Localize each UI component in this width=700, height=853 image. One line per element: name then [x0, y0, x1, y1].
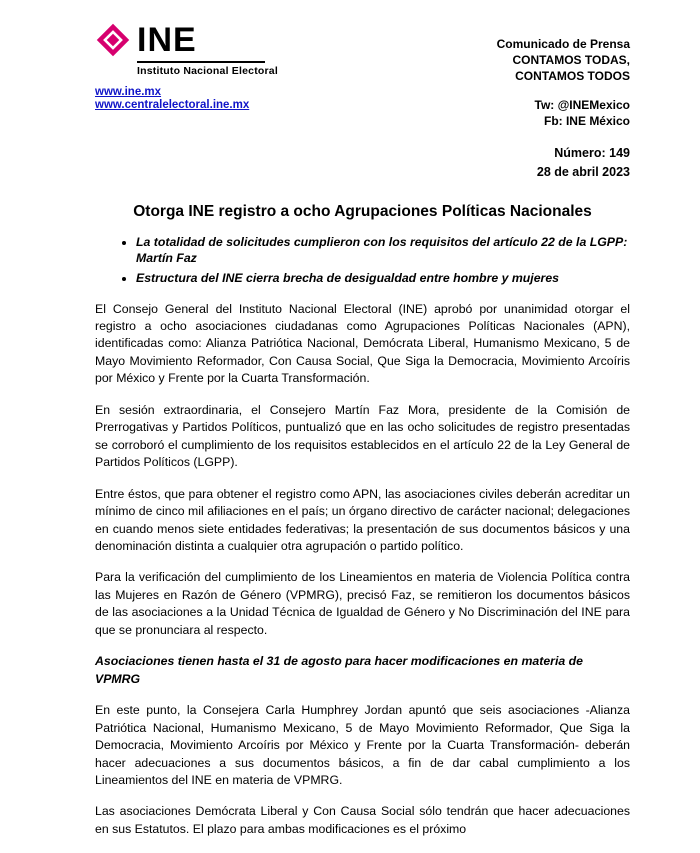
- header-links: [95, 86, 249, 111]
- ine-logo-icon: [95, 22, 131, 58]
- brand-divider: [137, 61, 265, 63]
- ine-brand: [95, 22, 278, 111]
- slogan-line-2: CONTAMOS TODOS: [515, 69, 630, 84]
- bulletin-number: Número: 149: [554, 146, 630, 161]
- page-title: Otorga INE registro a ocho Agrupaciones Políticas Nacionales: [133, 202, 592, 220]
- press-block: [497, 22, 630, 130]
- list-item: • Estructura del INE cierra brecha de desigualdad entre hombre y mujeres: [136, 270, 630, 287]
- social-block: [497, 97, 630, 131]
- body-paragraph: En sesión extraordinaria, el Consejero Martín Faz Mora, presidente de la Comisión de Prerrogativas y Partidos Políticos, puntualizó que en las ocho solicitudes de registro presentadas se corroboró el cumplimiento de los requisitos establecidos en el artículo 22 de la Ley General de Partidos Políticos (LGPP).: [95, 402, 630, 470]
- body-paragraph: Para la verificación del cumplimiento de los Lineamientos en materia de Violencia Política contra las Mujeres en Razón de Género (VPMRG), precisó Faz, se remitieron los documentos básicos de las asociaciones a la Unidad Técnica de Igualdad de Género y No Discriminación del INE para que se pronunciara al respecto.: [95, 570, 630, 637]
- link-ine-mx[interactable]: www.ine.mx: [95, 86, 162, 98]
- twitter-handle: Tw: @INEMexico: [534, 97, 630, 112]
- body-paragraph: En este punto, la Consejera Carla Humphrey Jordan apuntó que seis asociaciones -Alianza Patriótica Nacional, Humanismo Mexicano, 5 de Mayo Movimiento Reformador, Que Siga la Democracia, Movimiento Arcoíris por México y Frente por la Cuarta Transformación- deberán hacer adecuaciones a sus documentos básicos, a fin de dar cabal cumplimiento a los Lineamientos del INE en materia de VPMRG.: [95, 703, 630, 787]
- document-meta: [0, 130, 700, 182]
- bulletin-date: 28 de abril 2023: [536, 164, 630, 179]
- list-item: • La totalidad de solicitudes cumplieron con los requisitos del artículo 22 de la LGPP: Martín Faz: [136, 234, 630, 267]
- ine-logo-subtitle: Instituto Nacional Electoral: [137, 65, 278, 77]
- brand-logo-row: [95, 22, 197, 58]
- slogan-line-1: CONTAMOS TODAS,: [512, 53, 630, 68]
- section-subheading: Asociaciones tienen hasta el 31 de agosto para hacer modificaciones en materia de VPMRG: [95, 654, 583, 686]
- press-label: Comunicado de Prensa: [496, 37, 630, 51]
- document-header: [0, 0, 700, 130]
- facebook-handle: Fb: INE México: [543, 114, 630, 129]
- link-central-electoral[interactable]: www.centralelectoral.ine.mx: [95, 99, 250, 111]
- ine-logo-text: INE: [137, 21, 197, 59]
- body-paragraph: Las asociaciones Demócrata Liberal y Con Causa Social sólo tendrán que hacer adecuaciones en sus Estatutos. El plazo para ambas modificaciones es el próximo: [95, 804, 630, 836]
- highlight-list: [118, 234, 630, 287]
- body-paragraph: El Consejo General del Instituto Nacional Electoral (INE) aprobó por unanimidad otorgar el registro a ocho asociaciones ciudadanas como Agrupaciones Políticas Nacionales (APN), identificadas como: Alianza Patriótica Nacional, Demócrata Liberal, Humanismo Mexicano, 5 de Mayo Movimiento Reformador, Con Causa Social, Que Siga la Democracia, Movimiento Arcoíris por México y Frente por la Cuarta Transformación.: [95, 301, 630, 386]
- document-body: [95, 301, 630, 839]
- body-paragraph: Entre éstos, que para obtener el registro como APN, las asociaciones civiles deberán acreditar un mínimo de cinco mil afiliaciones en el país; un órgano directivo de carácter nacional; delegaciones en cuando menos siete entidades federativas; la presentación de sus documentos básicos y una denominación distinta a cualquier otra agrupación o partido político.: [95, 486, 630, 554]
